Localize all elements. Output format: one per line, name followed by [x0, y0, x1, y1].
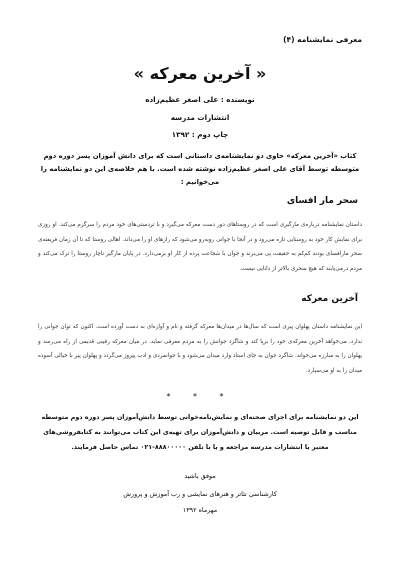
- book-title: « آخرین معرکه »: [133, 64, 267, 83]
- date-line: مهرماه ۱۳۹۲: [182, 506, 218, 514]
- edition-line: چاپ دوم : ۱۳۹۲: [171, 130, 229, 139]
- section-body-1: داستان نمایشنامه درباره‌ی مارگیری است که در روستاهای دور دست معرکه می‌گیرد و با تردستی‌های خود مردم را سرگرم می‌کند. او روزی برای نمایش کار خود به روستایی تازه می‌رود و در آنجا با جوانی روبه‌رو می‌شود که رازهای او را می‌داند. اهالی روستا که تا آن زمان فریفته‌ی سحر مارافسای بودند کم‌کم به حقیقت پی می‌برند و جوان با شجاعت پرده از کار او برمی‌دارد. در پایان مارگیر ناچار روستا را ترک می‌کند و مردم درمی‌یابند که هیچ سحری بالاتر از دانایی نیست.: [38, 222, 362, 272]
- section-heading-1: سحر مار افسای: [286, 196, 358, 206]
- publisher-line: انتشارات مدرسه: [170, 113, 230, 122]
- notice-paragraph: این دو نمایشنامه برای اجرای صحنه‌ای و نمایش‌نامه‌خوانی توسط دانش‌آموزان پسر دوره دوم متوسطه مناسب و قابل توصیه است. مربیان و دانش‌آموزان برای تهیه‌ی این کتاب می‌توانند به کتابفروشی‌های معتبر یا انتشارات مدرسه مراجعه و یا با تلفن ۸۸۸۰۰۰۰۰-۰۲۱ تماس حاصل فرمایند.: [41, 413, 359, 451]
- signature-line: کارشناسی تئاتر و هنرهای نمایشی و رب آموزش و پرورش: [123, 490, 277, 498]
- section-heading-2: آخرین معرکه: [301, 294, 358, 304]
- section-body-2: این نمایشنامه داستان پهلوان پیری است که سال‌ها در میدان‌ها معرکه گرفته و نام و آوازه‌ای به دست آورده است. اکنون که توان جوانی را ندارد، می‌خواهد آخرین معرکه‌ی خود را برپا کند و شاگرد جوانش را به مردم معرفی نماید. در میان معرکه رقیبی قدیمی از راه می‌رسد و پهلوان را به مبارزه می‌خواند. شاگرد جوان به جای استاد وارد میدان می‌شود و با جوانمردی و ادب پیروز می‌گردد و پهلوان پیر با خیالی آسوده میدان را به او می‌سپارد.: [38, 324, 362, 374]
- author-line: نویسنده : علی اصغر عظیم‌زاده: [145, 95, 255, 104]
- intro-paragraph: کتاب «آخرین معرکه» حاوی دو نمایشنامه‌ی داستانی است که برای دانش آموزان پسر دوره دوم متوسطه توسط آقای علی اصغر عظیم‌زاده نوشته شده است. با هم خلاصه‌ی این دو نمایشنامه را می‌خوانیم :: [40, 152, 360, 186]
- closing-line: موفق باشید: [184, 472, 216, 480]
- series-label: معرفی نمایشنامه (۴): [283, 35, 362, 44]
- separator: * * *: [166, 392, 234, 401]
